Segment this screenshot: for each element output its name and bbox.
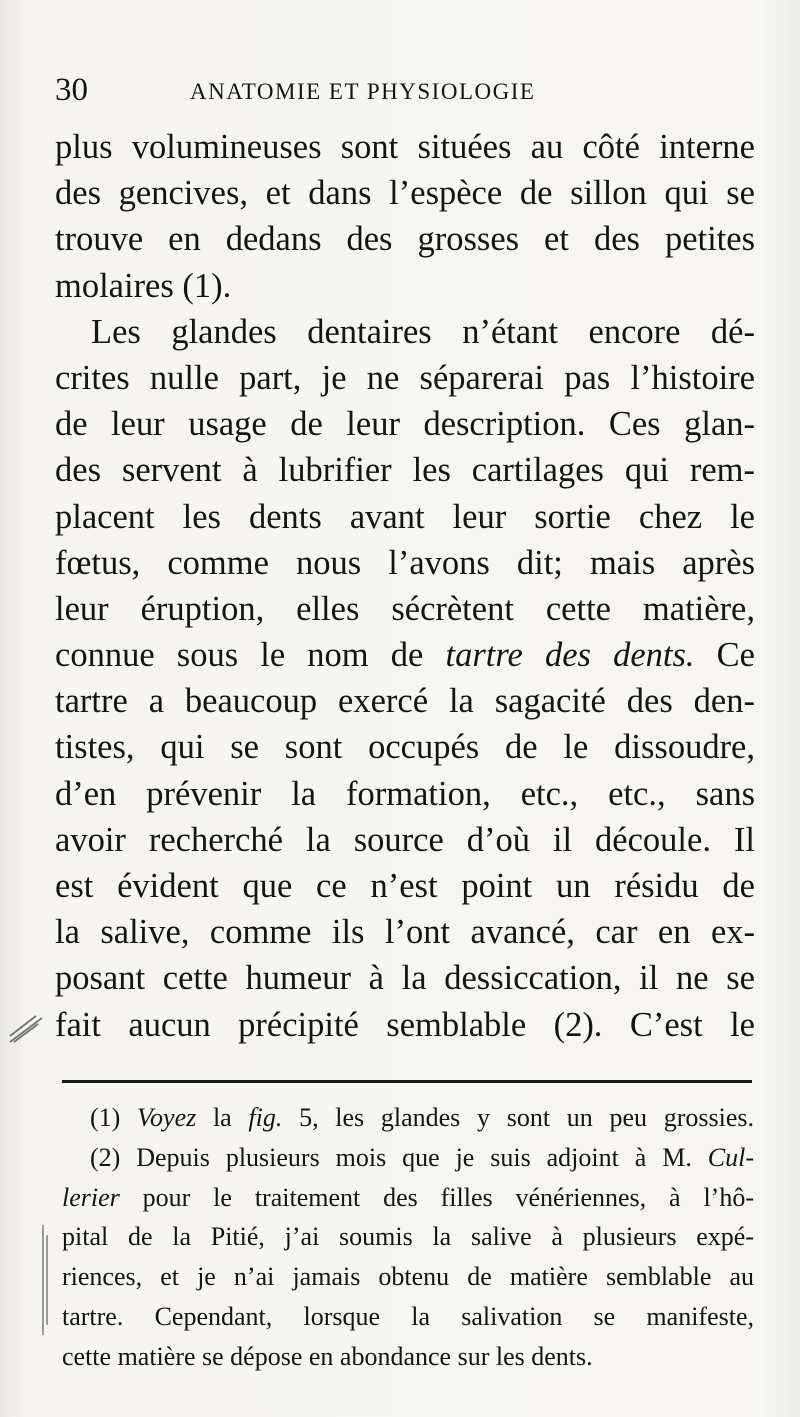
text-line: tartre a beaucoup exercé la sagacité des den- [55, 682, 755, 721]
text-fragment: pour le traitement des filles vénériennes, à l’hô- [119, 1182, 754, 1212]
text-fragment: Ce [694, 636, 755, 675]
text-line: placent les dents avant leur sortie chez le [55, 497, 755, 536]
text-line: de leur usage de leur description. Ces glan- [55, 405, 755, 444]
footnote-2-line [62, 1138, 754, 1178]
footnote-2-line: pital de la Pitié, j’ai soumis la salive à plusieurs expé- [62, 1222, 754, 1252]
text-line: trouve en dedans des grosses et des petites [55, 220, 755, 259]
text-line: des gencives, et dans l’espèce de sillon qui se [55, 174, 755, 213]
footnote-2-line: riences, et je n’ai jamais obtenu de matière semblable au [62, 1262, 754, 1292]
margin-stain-icon [40, 1225, 50, 1335]
text-line: leur éruption, elles sécrètent cette matière, [55, 589, 755, 628]
pencil-mark-icon [6, 1012, 46, 1046]
text-line: la salive, comme ils l’ont avancé, car en ex- [55, 913, 755, 952]
text-line: d’en prévenir la formation, etc., etc., sans [55, 774, 755, 813]
italic-word: lerier [62, 1182, 120, 1212]
body-text [55, 124, 755, 1048]
footnote-2-line: tartre. Cependant, lorsque la salivation se manifeste, [62, 1301, 754, 1331]
text-fragment: (1) [90, 1103, 138, 1132]
text-line: crites nulle part, je ne séparerai pas l’histoire [55, 358, 755, 397]
text-line: tistes, qui se sont occupés de le dissoudre, [55, 728, 755, 767]
text-fragment: (2) Depuis plusieurs mois que je suis adjoint à M. [90, 1142, 708, 1172]
text-line: est évident que ce n’est point un résidu de [55, 867, 755, 905]
text-line: Les glandes dentaires n’étant encore dé- [91, 312, 755, 351]
text-line [55, 632, 755, 678]
text-fragment: la [196, 1103, 249, 1132]
footnotes [62, 1098, 754, 1377]
text-line: avoir recherché la source d’où il découle. Il [55, 820, 755, 859]
footnote-2-line [62, 1178, 754, 1218]
page-header [55, 70, 755, 114]
text-line: fœtus, comme nous l’avons dit; mais après [55, 543, 755, 582]
italic-word: Voyez [137, 1103, 197, 1132]
text-line: plus volumineuses sont situées au côté interne [55, 128, 755, 166]
running-head: ANATOMIE ET PHYSIOLOGIE [190, 79, 536, 104]
text-fragment: 5, les glandes y sont un peu grossies. [282, 1103, 754, 1132]
text-line: fait aucun précipité semblable (2). C’est le [55, 1005, 755, 1044]
text-line: molaires (1). [55, 266, 232, 305]
italic-title: tartre des dents. [445, 636, 695, 675]
italic-word: fig. [248, 1103, 283, 1132]
text-line: des servent à lubrifier les cartilages qui rem- [55, 451, 755, 490]
footnote-2-line: cette matière se dépose en abondance sur les dents. [62, 1341, 593, 1371]
page-number: 30 [55, 72, 88, 108]
text-line: posant cette humeur à la dessiccation, il ne se [55, 959, 755, 998]
footnote-rule [62, 1080, 752, 1083]
footnote-1 [62, 1098, 754, 1138]
italic-word: Cul- [707, 1142, 754, 1172]
text-fragment: connue sous le nom de [55, 636, 446, 675]
